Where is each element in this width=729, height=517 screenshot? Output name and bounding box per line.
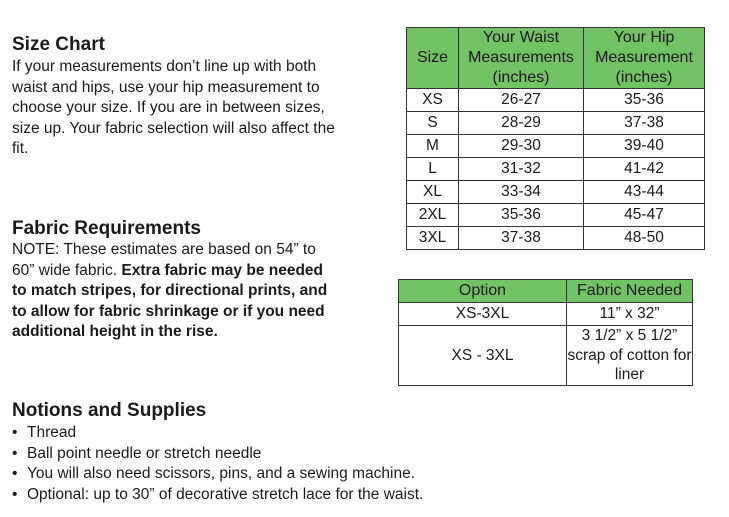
column-header-size: Size (407, 28, 459, 89)
fabric-requirements-heading: Fabric Requirements (12, 218, 201, 239)
list-item (12, 485, 423, 506)
table-cell: 43-44 (584, 181, 705, 204)
table-row (407, 112, 705, 135)
table-row (407, 135, 705, 158)
table-cell: 37-38 (584, 112, 705, 135)
table-cell: 37-38 (459, 227, 584, 250)
table-cell: 2XL (407, 204, 459, 227)
table-cell: 35-36 (459, 204, 584, 227)
size-table (406, 27, 705, 250)
table-cell: 31-32 (459, 158, 584, 181)
fabric-note: NOTE: These estimates are based on 54” to 60” wide fabric. (12, 241, 316, 279)
table-cell: 28-29 (459, 112, 584, 135)
notions-list (12, 423, 423, 506)
size-chart-text: If your measurements don’t line up with both waist and hips, use your hip measurement to choose your size. If you are in between sizes, size up. Your fabric selection will also affect the fit. (12, 58, 335, 157)
table-cell: 45-47 (584, 204, 705, 227)
table-row (407, 181, 705, 204)
table-cell: 33-34 (459, 181, 584, 204)
table-cell: XS - 3XL (399, 326, 567, 386)
list-item (12, 423, 423, 444)
table-row (399, 303, 693, 326)
column-header-fabric-needed: Fabric Needed (567, 280, 693, 303)
table-cell: 41-42 (584, 158, 705, 181)
fabric-requirements-text (12, 240, 332, 343)
table-cell: 35-36 (584, 89, 705, 112)
column-header-option: Option (399, 280, 567, 303)
notions-heading: Notions and Supplies (12, 400, 207, 421)
table-cell: L (407, 158, 459, 181)
list-item-text: Optional: up to 30” of decorative stretch lace for the waist. (27, 486, 424, 504)
table-cell: XS (407, 89, 459, 112)
table-cell: S (407, 112, 459, 135)
table-header-row (407, 28, 705, 89)
table-cell: 3 1/2” x 5 1/2” scrap of cotton for liner (567, 327, 692, 383)
table-row (407, 158, 705, 181)
list-item (12, 464, 423, 485)
column-header-hip: Your Hip Measurement (inches) (584, 28, 705, 89)
table-row (407, 89, 705, 112)
table-header-row (399, 280, 693, 303)
fabric-table (398, 279, 693, 386)
table-cell: 11” x 32” (567, 303, 693, 326)
list-item (12, 444, 423, 465)
table-row (407, 227, 705, 250)
table-row (407, 204, 705, 227)
column-header-waist: Your Waist Measurements (inches) (459, 28, 584, 89)
table-cell: XS-3XL (399, 303, 567, 326)
table-cell: M (407, 135, 459, 158)
table-cell: 29-30 (459, 135, 584, 158)
list-item-text: You will also need scissors, pins, and a sewing machine. (27, 465, 415, 483)
table-cell: 26-27 (459, 89, 584, 112)
list-item-text: Ball point needle or stretch needle (27, 444, 262, 462)
table-cell: 3XL (407, 227, 459, 250)
table-cell: 48-50 (584, 227, 705, 250)
size-chart-heading: Size Chart (12, 34, 105, 55)
table-cell: 39-40 (584, 135, 705, 158)
table-cell: XL (407, 181, 459, 204)
list-item-text: Thread (27, 424, 77, 441)
fabric-bold-note: Extra fabric may be needed to match stripes, for directional prints, and to allow for fabric shrinkage or if you need additional height in the rise. (12, 261, 328, 340)
table-row (399, 326, 693, 386)
